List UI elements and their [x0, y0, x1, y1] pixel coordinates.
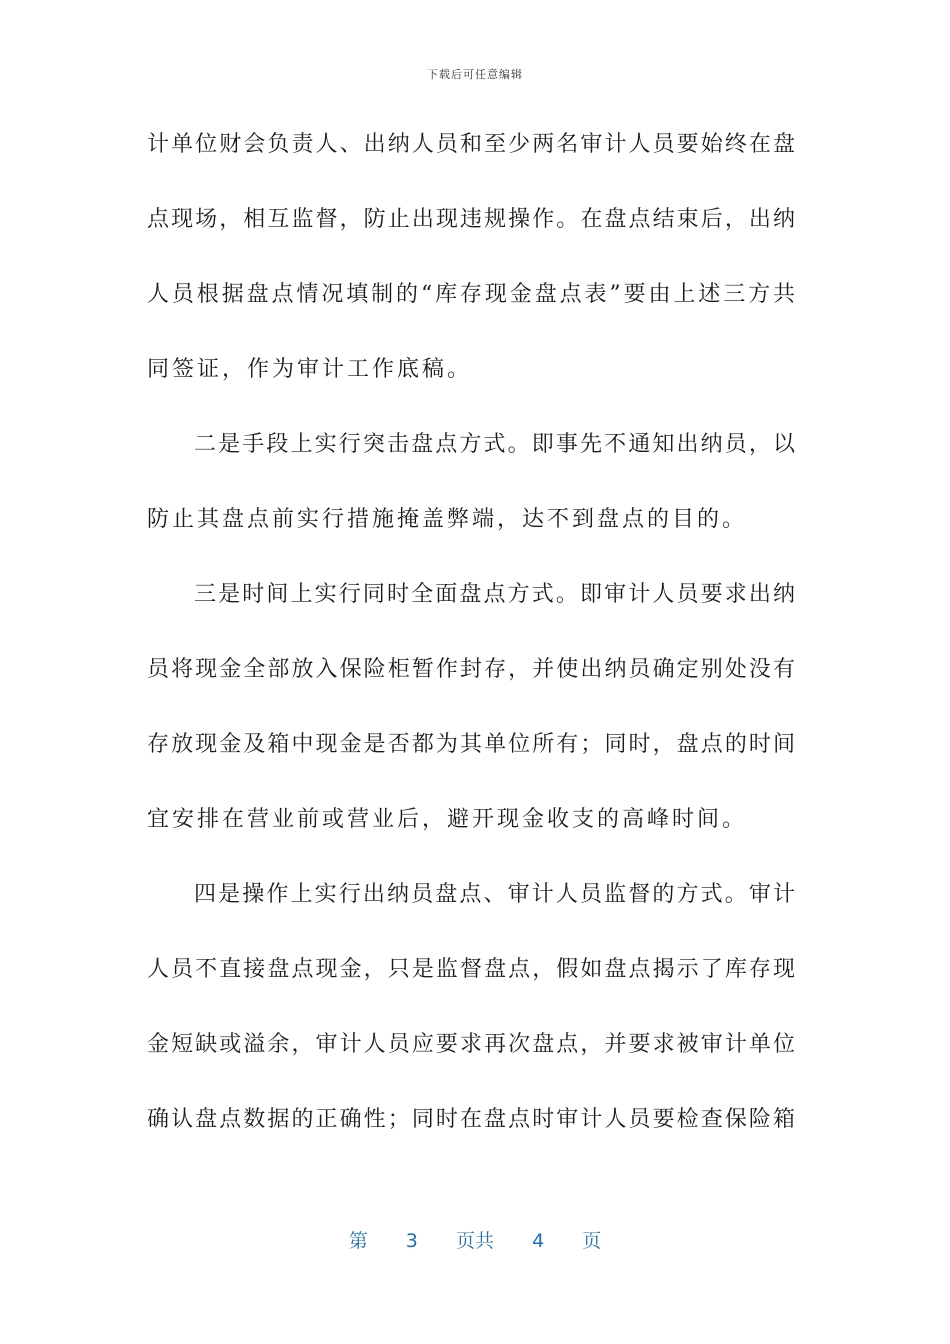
text-line: 确认盘点数据的正确性；同时在盘点时审计人员要检查保险箱: [147, 1107, 795, 1132]
text-line: 点现场，相互监督，防止出现违规操作。在盘点结束后，出纳: [147, 207, 795, 232]
page-suffix: 页: [582, 1230, 602, 1252]
text-line: 宜安排在营业前或营业后，避开现金收支的高峰时间。: [147, 807, 748, 832]
paragraph-start-line: 四是操作上实行出纳员盘点、审计人员监督的方式。审计: [194, 882, 795, 907]
text-line: 同签证，作为审计工作底稿。: [147, 357, 473, 382]
text-line: 计单位财会负责人、出纳人员和至少两名审计人员要始终在盘: [147, 132, 795, 157]
paragraph-start-line: 三是时间上实行同时全面盘点方式。即审计人员要求出纳: [194, 582, 795, 607]
text-line: 员将现金全部放入保险柜暂作封存，并使出纳员确定别处没有: [147, 657, 795, 682]
header-note: 下载后可任意编辑: [427, 68, 523, 81]
text-line: 防止其盘点前实行措施掩盖弊端，达不到盘点的目的。: [147, 507, 748, 532]
page-number: 3: [405, 1230, 418, 1252]
text-line: 人员不直接盘点现金，只是监督盘点，假如盘点揭示了库存现: [147, 957, 795, 982]
page-footer: [0, 1226, 950, 1253]
paragraph-start-line: 二是手段上实行突击盘点方式。即事先不通知出纳员，以: [194, 432, 795, 457]
page-middle: 页共: [455, 1230, 494, 1252]
total-pages: 4: [532, 1230, 545, 1252]
text-line: 金短缺或溢余，审计人员应要求再次盘点，并要求被审计单位: [147, 1032, 795, 1057]
text-line: 人员根据盘点情况填制的“库存现金盘点表”要由上述三方共: [147, 282, 795, 307]
page-prefix: 第: [348, 1230, 368, 1252]
text-line: 存放现金及箱中现金是否都为其单位所有；同时，盘点的时间: [147, 732, 795, 757]
document-body: [147, 122, 795, 1172]
